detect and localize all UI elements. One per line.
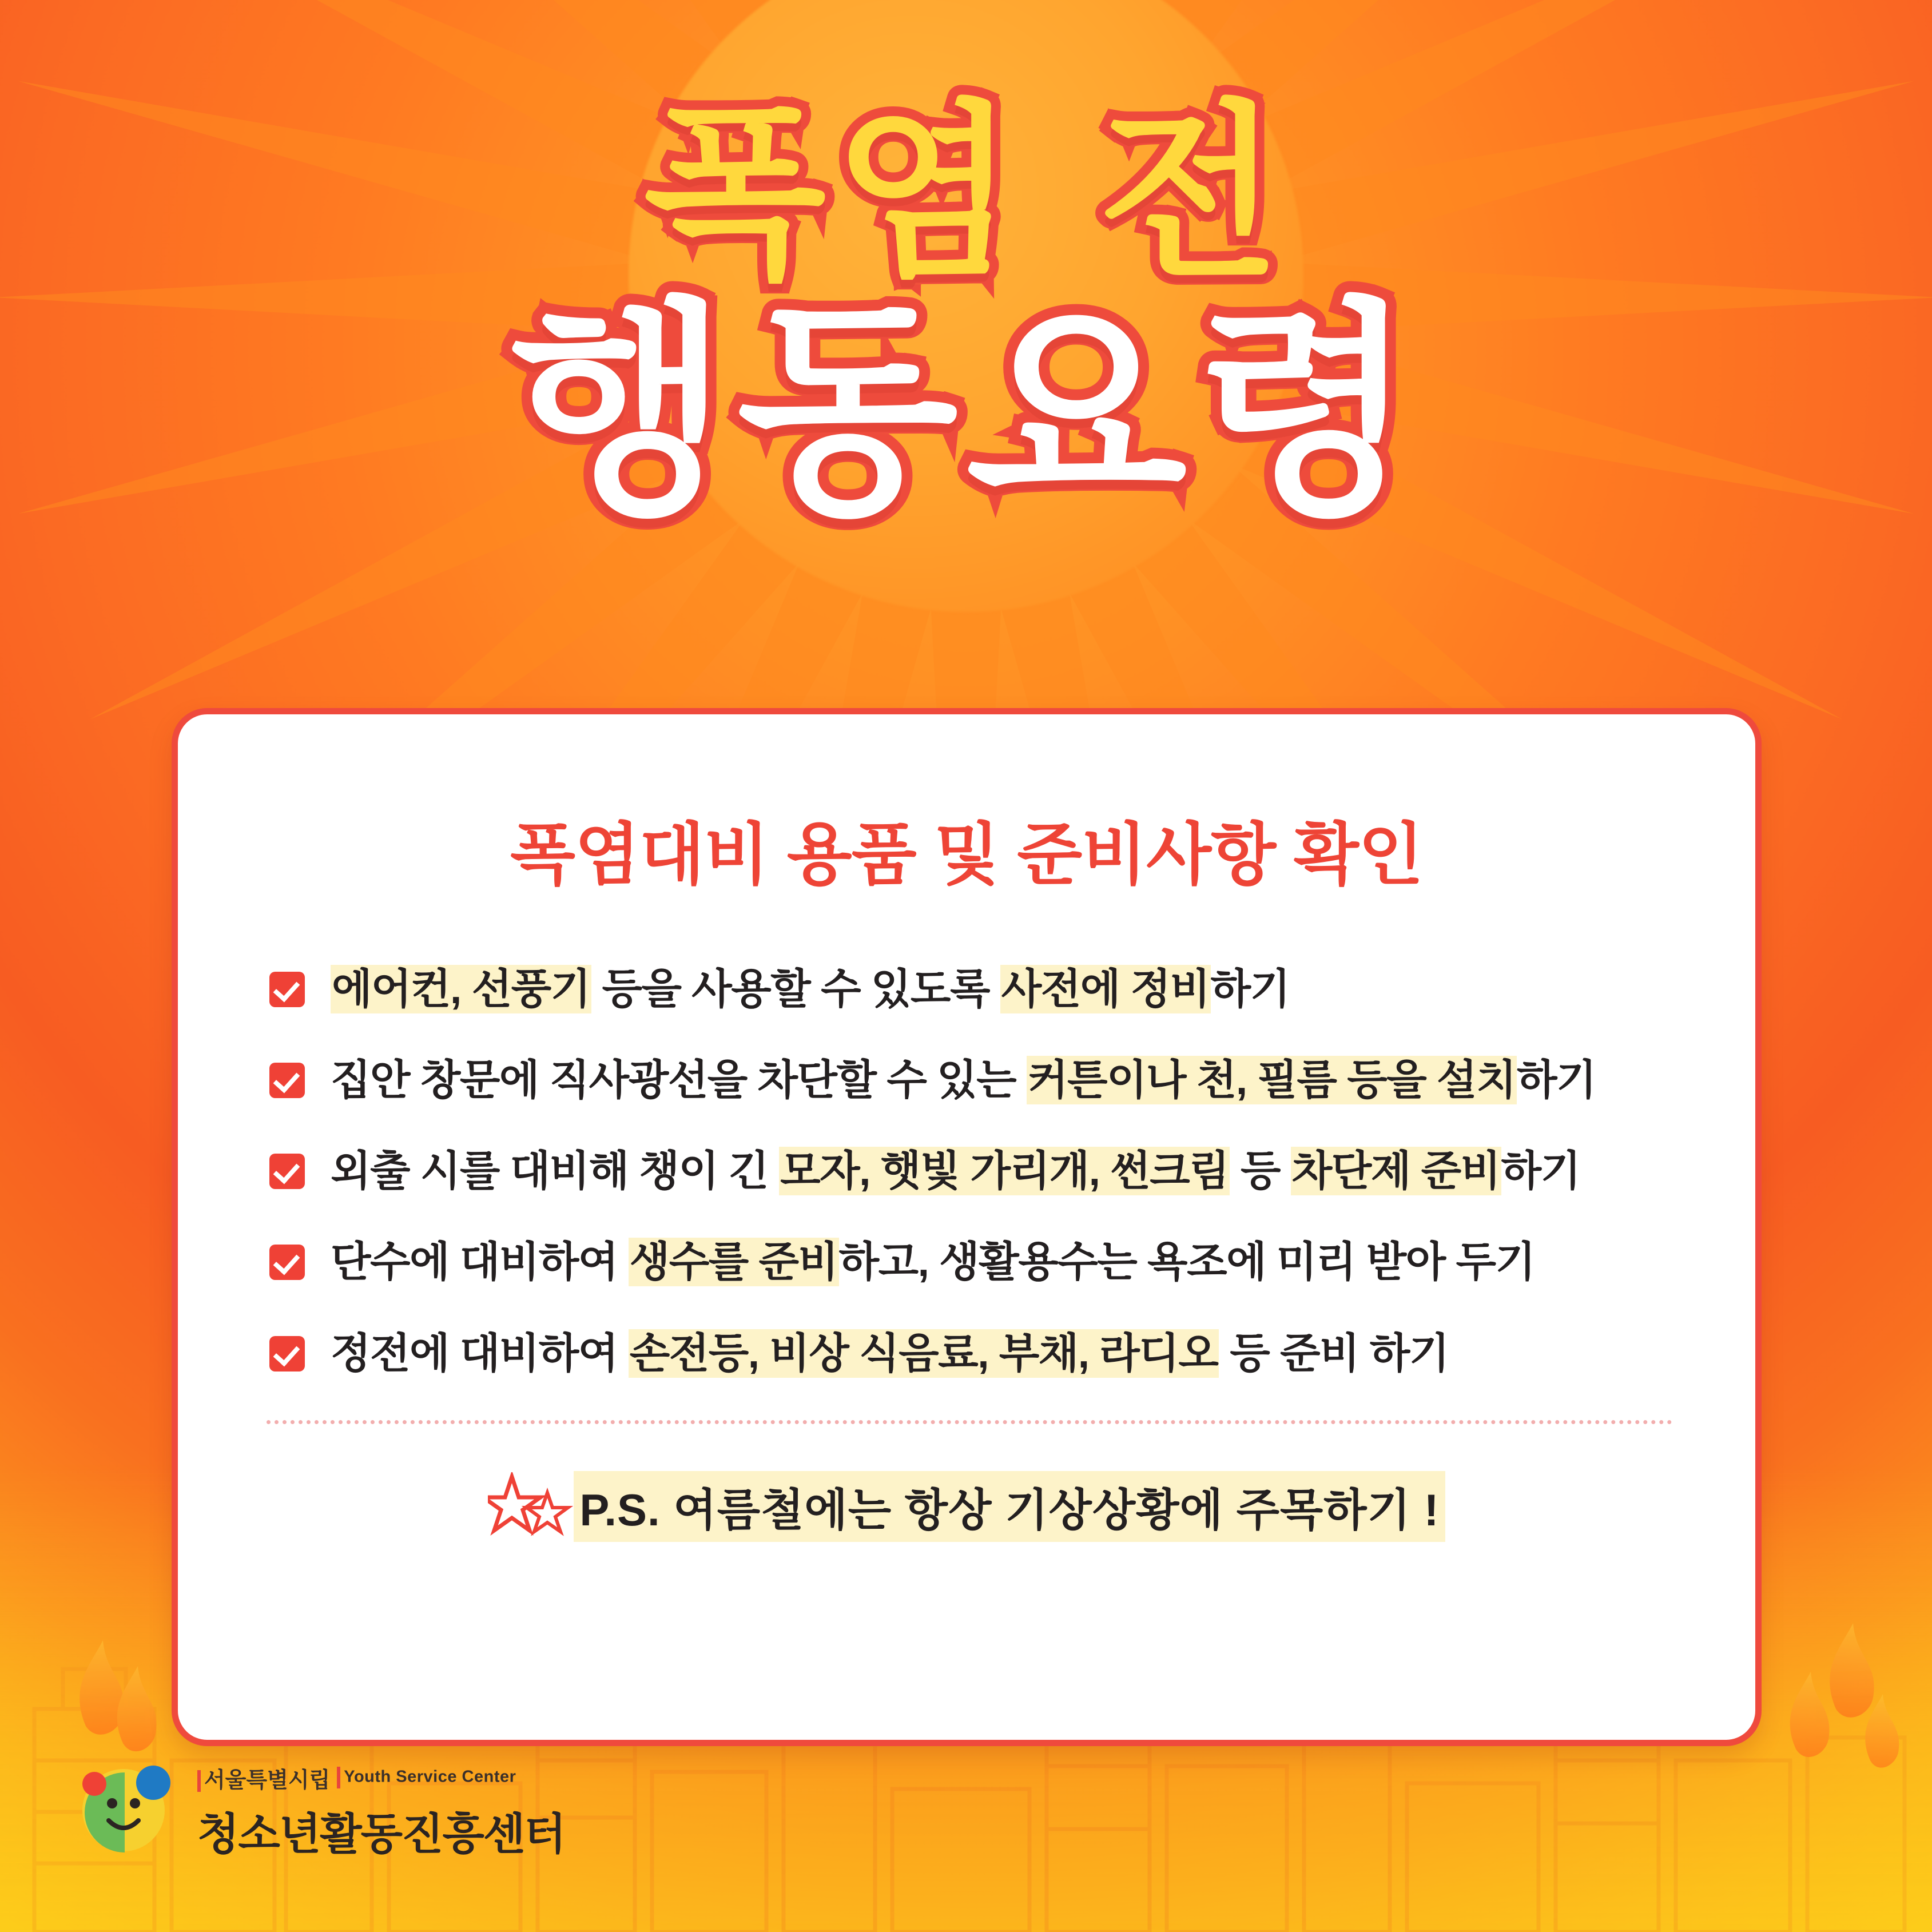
checkbox-checked-icon [269,1154,305,1189]
organization-logo [67,1753,565,1870]
checklist-item [269,1329,1669,1378]
highlighted-phrase: 모자, 햇빛 가리개, 썬크림 [780,1148,1229,1195]
highlighted-phrase: 커튼이나 천, 필름 등을 설치 [1027,1057,1516,1104]
logo-main-text: 청소년활동진흥센터 [197,1810,565,1859]
highlighted-phrase: 차단제 준비 [1291,1148,1500,1195]
checkbox-checked-icon [269,972,305,1007]
checklist-item [269,1147,1669,1196]
checklist-item [269,1056,1669,1105]
checklist-item-text [331,965,1290,1014]
title-line-1: 폭염 전 [643,84,1289,303]
logo-subtitle-row [197,1762,565,1794]
checklist-item-text [331,1329,1449,1378]
stars-icon [488,1472,574,1541]
logo-en-small: Youth Service Center [337,1767,516,1788]
highlighted-phrase: 생수를 준비 [629,1239,838,1286]
ps-note-text: P.S. 여름철에는 항상 기상상황에 주목하기 ! [574,1471,1445,1542]
card-heading: 폭염대비 용품 및 준비사항 확인 [510,817,1423,893]
plain-phrase: 등 [1230,1148,1291,1195]
plain-phrase: 하고, 생활용수는 욕조에 미리 받아 두기 [838,1239,1535,1286]
checkbox-checked-icon [269,1336,305,1372]
plain-phrase: 등을 사용할 수 있도록 [591,966,1000,1012]
dotted-divider [267,1420,1672,1424]
plain-phrase: 단수에 대비하여 [331,1239,629,1286]
plain-phrase: 정전에 대비하여 [331,1330,629,1377]
plain-phrase: 집안 창문에 직사광선을 차단할 수 있는 [331,1057,1027,1104]
logo-mark-icon [67,1753,185,1870]
title-line-2: 행동요령 [508,279,1424,545]
highlighted-phrase: 사전에 정비 [1001,966,1210,1012]
checkbox-checked-icon [269,1063,305,1098]
logo-text-block [197,1762,565,1862]
checklist-item-text [331,1056,1596,1105]
checklist [178,965,1755,1378]
checklist-item [269,965,1669,1014]
highlighted-phrase: 에어컨, 선풍기 [332,966,590,1012]
logo-kr-small: 서울특별시립 [197,1762,330,1794]
highlighted-phrase: 손전등, 비상 식음료, 부채, 라디오 [629,1330,1218,1377]
checklist-item [269,1238,1669,1287]
checkbox-checked-icon [269,1245,305,1280]
plain-phrase: 등 준비 하기 [1219,1330,1449,1377]
checklist-item-text [331,1147,1580,1196]
plain-phrase: 하기 [1501,1148,1580,1195]
content-card [172,708,1762,1746]
ps-note-row [178,1471,1755,1542]
checklist-item-text [331,1238,1535,1287]
plain-phrase: 하기 [1517,1057,1596,1104]
plain-phrase: 하기 [1210,966,1290,1012]
poster-title [0,84,1932,545]
plain-phrase: 외출 시를 대비해 챙이 긴 [331,1148,780,1195]
